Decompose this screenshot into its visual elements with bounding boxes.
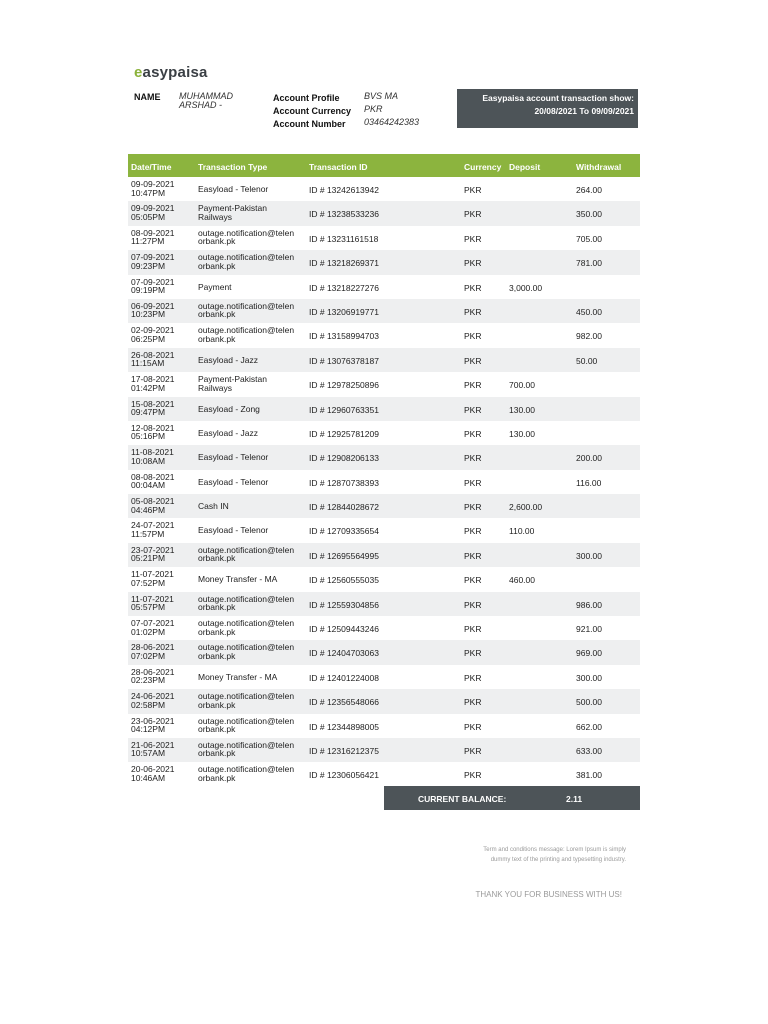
header-date: Date/Time [131,162,172,172]
row-time: 10:46AM [131,772,166,783]
table-row [128,348,640,372]
row-transaction-id: ID # 13218269371 [309,258,379,269]
current-balance-bar [384,786,640,810]
row-transaction-id: ID # 13242613942 [309,185,379,195]
row-currency: PKR [464,453,482,464]
row-currency: PKR [464,575,482,586]
row-type-line1: outage.notification@telen [198,227,295,238]
row-transaction-id: ID # 12356548066 [309,697,379,708]
row-time: 10:08AM [131,455,166,466]
row-time: 01:02PM [131,626,166,637]
row-withdrawal: 450.00 [576,306,602,317]
row-transaction-id: ID # 13231161518 [309,233,379,244]
row-currency: PKR [464,331,482,342]
row-date: 11-07-2021 [131,593,174,604]
row-date: 23-06-2021 [131,715,175,726]
table-row [128,445,640,469]
row-withdrawal: 662.00 [576,721,602,732]
row-time: 00:04AM [131,480,166,491]
row-transaction-id: ID # 13206919771 [309,306,379,317]
row-currency: PKR [464,502,482,513]
table-row [128,543,640,567]
account-number-value: 03464242383 [364,117,420,127]
table-row [128,689,640,713]
statement-summary-panel [457,89,638,128]
table-row [128,714,640,738]
row-date: 06-09-2021 [131,300,175,311]
row-withdrawal: 264.00 [576,185,602,195]
summary-line1: Easypaisa account transaction show: [482,93,634,103]
name-line1: MUHAMMAD [179,91,233,101]
row-transaction-id: ID # 12344898005 [309,721,379,732]
row-withdrawal: 300.00 [576,672,602,683]
row-time: 05:16PM [131,431,166,442]
row-type-line1: outage.notification@telen [198,764,295,775]
row-transaction-id: ID # 12306056421 [309,770,379,781]
row-type-line2: orbank.pk [198,626,236,637]
table-row [128,567,640,591]
row-type-line1: outage.notification@telen [198,252,295,263]
table-row [128,226,640,250]
row-deposit: 110.00 [509,526,535,537]
table-row [128,323,640,347]
row-transaction-id: ID # 12844028672 [309,502,379,513]
table-row [128,177,640,201]
row-date: 07-09-2021 [131,276,175,287]
table-row [128,250,640,274]
row-currency: PKR [464,380,482,391]
row-type-line1: Payment-Pakistan [198,374,267,385]
summary-date-range: 20/08/2021 To 09/09/2021 [534,106,634,116]
row-transaction-id: ID # 12509443246 [309,624,379,635]
row-type-line1: Easyload - Telenor [198,476,269,487]
row-currency: PKR [464,428,482,439]
table-row [128,397,640,421]
row-transaction-id: ID # 12978250896 [309,380,379,391]
row-type-line2: orbank.pk [198,699,236,710]
row-date: 09-09-2021 [131,179,175,189]
row-type-line2: orbank.pk [198,602,236,613]
row-currency: PKR [464,355,482,366]
account-number-label: Account Number [273,119,346,129]
row-transaction-id: ID # 12925781209 [309,428,379,439]
row-transaction-id: ID # 12404703063 [309,648,379,659]
row-withdrawal: 986.00 [576,599,602,610]
header-deposit: Deposit [509,162,541,172]
row-type-line1: Payment [198,281,232,292]
name-label: NAME [134,92,161,102]
row-date: 23-07-2021 [131,544,175,555]
row-deposit: 130.00 [509,404,535,415]
header-type: Transaction Type [198,162,268,172]
row-deposit: 700.00 [509,380,535,391]
row-type-line2: orbank.pk [198,260,236,271]
row-date: 24-07-2021 [131,520,175,531]
row-currency: PKR [464,282,482,293]
table-row [128,762,640,786]
name-line2: ARSHAD - [179,100,223,110]
row-time: 10:47PM [131,187,166,198]
row-type-line2: orbank.pk [198,650,236,661]
row-type-line1: Easyload - Telenor [198,525,269,536]
row-currency: PKR [464,599,482,610]
row-type-line1: Money Transfer - MA [198,574,278,585]
row-time: 11:57PM [131,528,165,539]
row-time: 11:15AM [131,358,165,369]
row-currency: PKR [464,550,482,561]
row-withdrawal: 116.00 [576,477,602,488]
row-type-line2: orbank.pk [198,333,236,344]
row-transaction-id: ID # 12401224008 [309,672,379,683]
row-date: 08-09-2021 [131,227,175,238]
row-date: 07-07-2021 [131,618,175,629]
row-type-line2: orbank.pk [198,772,236,783]
row-type-line1: Cash IN [198,501,229,512]
row-date: 26-08-2021 [131,349,175,360]
row-transaction-id: ID # 13076378187 [309,355,379,366]
row-currency: PKR [464,185,482,195]
row-time: 07:52PM [131,577,166,588]
row-type-line1: outage.notification@telen [198,618,295,629]
row-transaction-id: ID # 12870738393 [309,477,379,488]
row-transaction-id: ID # 12316212375 [309,745,379,756]
row-date: 08-08-2021 [131,471,175,482]
row-currency: PKR [464,404,482,415]
row-type-line2: orbank.pk [198,748,236,759]
row-transaction-id: ID # 12709335654 [309,526,379,537]
header-withdrawal: Withdrawal [576,162,622,172]
header-currency: Currency [464,162,502,172]
row-withdrawal: 350.00 [576,209,602,220]
row-withdrawal: 781.00 [576,258,602,269]
row-currency: PKR [464,648,482,659]
table-header [128,154,640,177]
header-id: Transaction ID [309,162,368,172]
row-currency: PKR [464,526,482,537]
row-time: 04:46PM [131,504,166,515]
row-date: 15-08-2021 [131,398,175,409]
account-profile-label: Account Profile [273,93,340,103]
row-type-line1: Easyload - Telenor [198,452,269,463]
row-deposit: 460.00 [509,575,535,586]
row-deposit: 3,000.00 [509,282,543,293]
row-type-line2: orbank.pk [198,309,236,320]
row-time: 04:12PM [131,724,166,735]
balance-value: 2.11 [566,794,583,804]
row-transaction-id: ID # 12908206133 [309,453,379,464]
balance-label: CURRENT BALANCE: [418,794,507,804]
row-type-line2: orbank.pk [198,724,236,735]
row-currency: PKR [464,258,482,269]
account-currency-value: PKR [364,104,383,114]
row-withdrawal: 300.00 [576,550,602,561]
row-transaction-id: ID # 13218227276 [309,282,379,293]
transactions-table [128,154,640,787]
row-time: 02:23PM [131,675,166,686]
row-date: 24-06-2021 [131,691,175,702]
row-withdrawal: 633.00 [576,745,602,756]
row-time: 02:58PM [131,699,166,710]
row-type-line2: orbank.pk [198,236,236,247]
row-time: 07:02PM [131,650,166,661]
row-withdrawal: 969.00 [576,648,602,659]
row-type-line1: outage.notification@telen [198,739,295,750]
row-date: 09-09-2021 [131,203,175,214]
row-time: 06:25PM [131,333,166,344]
row-transaction-id: ID # 12960763351 [309,404,379,415]
row-type-line1: outage.notification@telen [198,642,295,653]
row-transaction-id: ID # 13158994703 [309,331,379,342]
row-time: 09:19PM [131,285,166,296]
row-currency: PKR [464,624,482,635]
row-withdrawal: 50.00 [576,355,598,366]
table-row [128,372,640,396]
terms-line2: dummy text of the printing and typesetting industry. [490,857,626,863]
row-withdrawal: 381.00 [576,770,602,781]
row-date: 28-06-2021 [131,642,175,653]
table-row [128,738,640,762]
row-withdrawal: 705.00 [576,233,602,244]
row-time: 11:27PM [131,236,165,247]
row-type-line1: Easyload - Jazz [198,427,258,438]
table-row [128,518,640,542]
row-time: 10:23PM [131,309,166,320]
row-type-line1: outage.notification@telen [198,593,295,604]
easypaisa-logo [134,64,208,81]
row-type-line1: outage.notification@telen [198,300,295,311]
row-date: 21-06-2021 [131,739,175,750]
row-withdrawal: 982.00 [576,331,602,342]
table-row [128,470,640,494]
row-type-line1: outage.notification@telen [198,544,295,555]
row-date: 12-08-2021 [131,422,175,433]
row-date: 20-06-2021 [131,764,175,775]
row-currency: PKR [464,770,482,781]
row-transaction-id: ID # 12695564995 [309,550,379,561]
table-row [128,494,640,518]
row-deposit: 130.00 [509,428,535,439]
row-currency: PKR [464,697,482,708]
row-date: 05-08-2021 [131,496,175,507]
row-type-line1: Money Transfer - MA [198,671,278,682]
table-row [128,616,640,640]
row-currency: PKR [464,745,482,756]
row-currency: PKR [464,477,482,488]
row-time: 09:47PM [131,407,166,418]
table-row [128,640,640,664]
row-withdrawal: 921.00 [576,624,602,635]
row-currency: PKR [464,209,482,220]
row-transaction-id: ID # 13238533236 [309,209,379,220]
table-row [128,592,640,616]
row-time: 05:05PM [131,211,166,222]
row-type-line1: Payment-Pakistan [198,203,267,214]
row-date: 17-08-2021 [131,374,175,385]
row-time: 09:23PM [131,260,166,271]
account-profile-value: BVS MA [364,91,399,101]
table-body [128,177,640,787]
row-time: 01:42PM [131,382,166,393]
table-row [128,665,640,689]
row-deposit: 2,600.00 [509,502,543,513]
row-type-line2: Railways [198,382,233,393]
row-type-line1: outage.notification@telen [198,691,295,702]
row-type-line1: Easyload - Jazz [198,354,258,365]
row-withdrawal: 500.00 [576,697,602,708]
table-row [128,421,640,445]
row-type-line1: Easyload - Zong [198,403,260,414]
row-date: 11-07-2021 [131,569,174,580]
row-time: 05:57PM [131,602,166,613]
terms-message [430,845,626,865]
row-date: 02-09-2021 [131,325,175,336]
row-currency: PKR [464,721,482,732]
row-type-line1: Easyload - Telenor [198,184,269,194]
terms-line1: Term and conditions message: Lorem Ipsum is simply [483,847,626,853]
row-currency: PKR [464,672,482,683]
row-transaction-id: ID # 12560555035 [309,575,379,586]
row-transaction-id: ID # 12559304856 [309,599,379,610]
row-type-line1: outage.notification@telen [198,715,295,726]
table-row [128,275,640,299]
row-withdrawal: 200.00 [576,453,602,464]
row-currency: PKR [464,233,482,244]
row-date: 28-06-2021 [131,666,175,677]
logo-text: asypaisa [142,64,208,81]
row-type-line2: orbank.pk [198,553,236,564]
logo-e: e [134,64,143,81]
row-currency: PKR [464,306,482,317]
row-time: 05:21PM [131,553,166,564]
account-currency-label: Account Currency [273,106,352,116]
row-type-line2: Railways [198,211,233,222]
table-row [128,201,640,225]
row-date: 07-09-2021 [131,252,175,263]
thank-you-note: THANK YOU FOR BUSINESS WITH US! [475,890,622,899]
row-date: 11-08-2021 [131,447,174,458]
row-type-line1: outage.notification@telen [198,325,295,336]
table-row [128,299,640,323]
row-time: 10:57AM [131,748,166,759]
